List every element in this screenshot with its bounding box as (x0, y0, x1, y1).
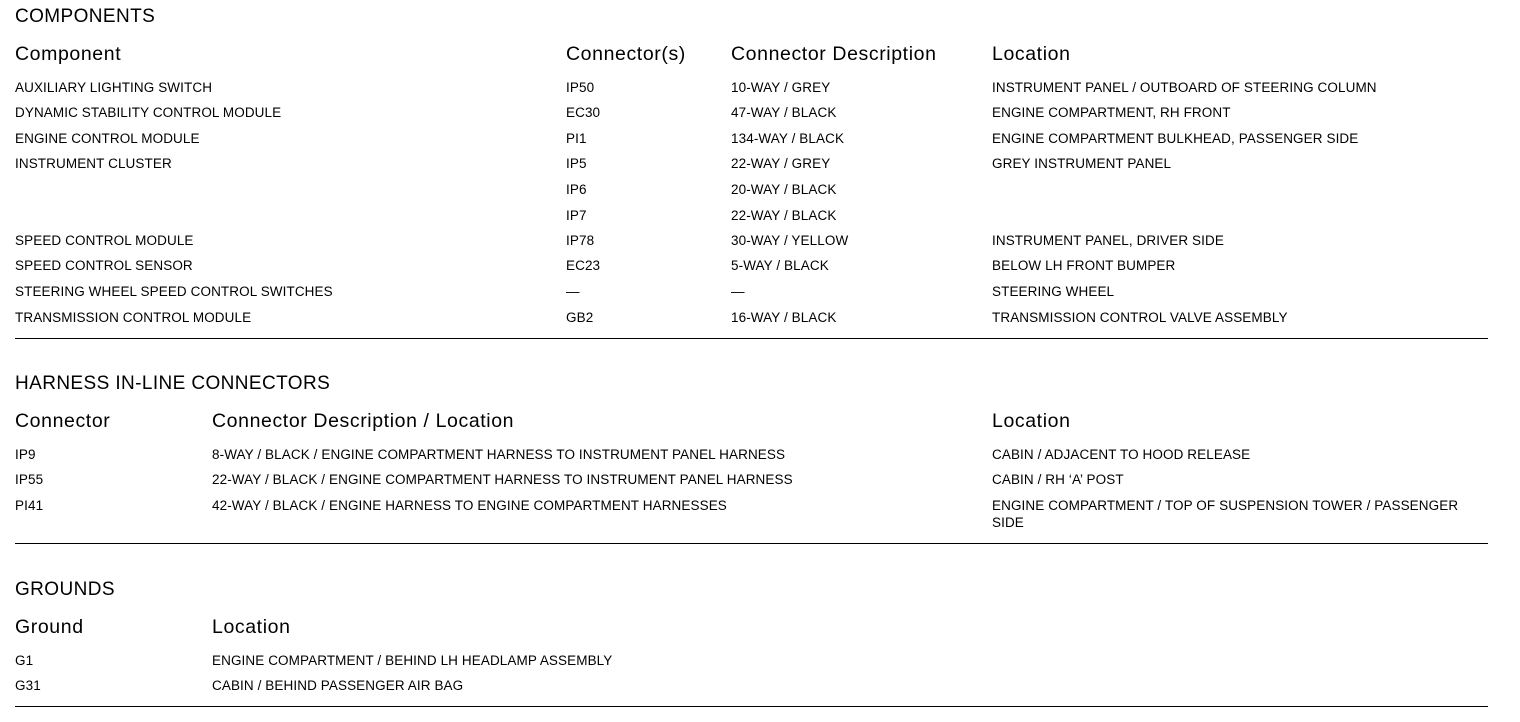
connector-description: 30-WAY / YELLOW (731, 233, 849, 248)
connector-id: IP5 (566, 156, 587, 171)
component-location: BELOW LH FRONT BUMPER (992, 258, 1176, 273)
connector-location: CABIN / ADJACENT TO HOOD RELEASE (992, 447, 1251, 462)
connector-id: IP50 (566, 80, 595, 95)
connector-description: — (731, 284, 745, 299)
connector-id: IP6 (566, 182, 587, 197)
header-location: Location (992, 43, 1071, 65)
connector-description-location: 42-WAY / BLACK / ENGINE HARNESS TO ENGINE COMPARTMENT HARNESSES (212, 498, 727, 513)
harness-title: HARNESS IN-LINE CONNECTORS (15, 373, 331, 394)
ground-location: CABIN / BEHIND PASSENGER AIR BAG (212, 678, 464, 693)
header-connector-description: Connector Description (731, 43, 937, 65)
connector-description: 134-WAY / BLACK (731, 131, 845, 146)
connector-location: CABIN / RH ‘A’ POST (992, 472, 1124, 487)
connector-description-location: 22-WAY / BLACK / ENGINE COMPARTMENT HARNESS TO INSTRUMENT PANEL HARNESS (212, 472, 793, 487)
header-ground-location: Location (212, 616, 291, 638)
section-divider (15, 338, 1488, 339)
component-name: ENGINE CONTROL MODULE (15, 131, 200, 146)
connector-description: 22-WAY / GREY (731, 156, 831, 171)
connector-id: — (566, 284, 580, 299)
connector-description: 47-WAY / BLACK (731, 105, 837, 120)
header-connectors: Connector(s) (566, 43, 686, 65)
component-location: INSTRUMENT PANEL, DRIVER SIDE (992, 233, 1224, 248)
connector-id: PI1 (566, 131, 587, 146)
connector-description: 10-WAY / GREY (731, 80, 831, 95)
component-location: TRANSMISSION CONTROL VALVE ASSEMBLY (992, 310, 1288, 325)
section-divider (15, 706, 1488, 707)
header-component: Component (15, 43, 122, 65)
section-divider (15, 543, 1488, 544)
grounds-title: GROUNDS (15, 579, 115, 600)
connector-description: 16-WAY / BLACK (731, 310, 837, 325)
header-ground: Ground (15, 616, 84, 638)
connector-id: EC30 (566, 105, 601, 120)
ground-id: G31 (15, 678, 41, 693)
component-location: GREY INSTRUMENT PANEL (992, 156, 1172, 171)
connector-description-location: 8-WAY / BLACK / ENGINE COMPARTMENT HARNESS TO INSTRUMENT PANEL HARNESS (212, 447, 786, 462)
connector-id: PI41 (15, 498, 44, 513)
component-name: AUXILIARY LIGHTING SWITCH (15, 80, 213, 95)
component-name: TRANSMISSION CONTROL MODULE (15, 310, 252, 325)
header-connector: Connector (15, 410, 111, 432)
connector-id: IP9 (15, 447, 36, 462)
header-harness-location: Location (992, 410, 1071, 432)
component-name: STEERING WHEEL SPEED CONTROL SWITCHES (15, 284, 333, 299)
connector-id: EC23 (566, 258, 601, 273)
component-location: ENGINE COMPARTMENT, RH FRONT (992, 105, 1231, 120)
component-name: SPEED CONTROL SENSOR (15, 258, 193, 273)
connector-location: ENGINE COMPARTMENT / TOP OF SUSPENSION TOWER / PASSENGER SIDE (992, 498, 1459, 530)
component-name: DYNAMIC STABILITY CONTROL MODULE (15, 105, 282, 120)
connector-description: 5-WAY / BLACK (731, 258, 829, 273)
connector-id: GB2 (566, 310, 594, 325)
connector-id: IP55 (15, 472, 44, 487)
ground-id: G1 (15, 653, 34, 668)
header-connector-description-location: Connector Description / Location (212, 410, 515, 432)
connector-id: IP7 (566, 208, 587, 223)
component-location: ENGINE COMPARTMENT BULKHEAD, PASSENGER SIDE (992, 131, 1359, 146)
component-name: INSTRUMENT CLUSTER (15, 156, 172, 171)
connector-description: 22-WAY / BLACK (731, 208, 837, 223)
connector-id: IP78 (566, 233, 595, 248)
component-location: INSTRUMENT PANEL / OUTBOARD OF STEERING COLUMN (992, 80, 1377, 95)
component-location: STEERING WHEEL (992, 284, 1115, 299)
connector-description: 20-WAY / BLACK (731, 182, 837, 197)
component-name: SPEED CONTROL MODULE (15, 233, 194, 248)
ground-location: ENGINE COMPARTMENT / BEHIND LH HEADLAMP ASSEMBLY (212, 653, 613, 668)
components-title: COMPONENTS (15, 6, 156, 27)
